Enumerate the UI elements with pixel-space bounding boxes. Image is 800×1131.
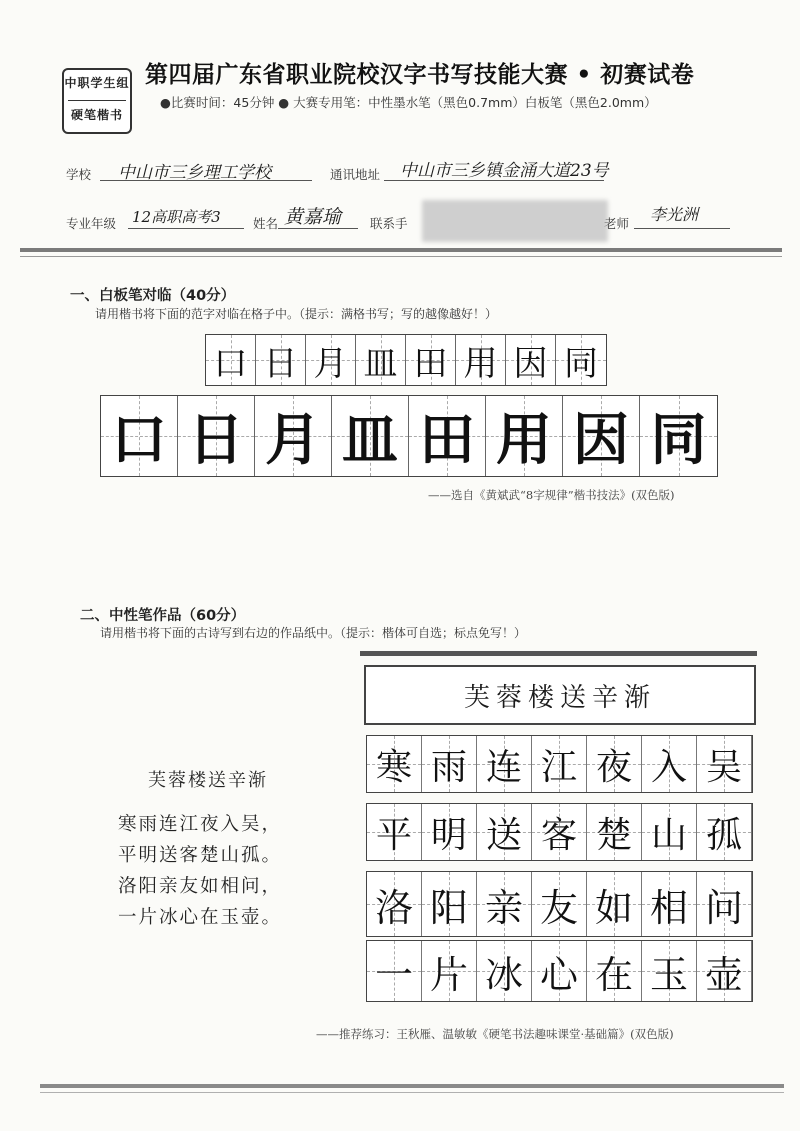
model-char: 因 [506,335,556,385]
poem-line: 寒雨连江夜入吴， [118,814,283,835]
teacher-line [634,228,730,229]
category-badge [62,68,132,134]
work-char[interactable]: 山 [642,804,697,860]
work-char[interactable]: 江 [532,736,587,792]
model-char: 月 [306,335,356,385]
work-char[interactable]: 孤 [697,804,752,860]
work-paper-top-rule [360,651,757,656]
footer-rule-thick [40,1084,784,1088]
work-char[interactable]: 一 [367,941,422,1001]
work-char[interactable]: 片 [422,941,477,1001]
address-label: 通讯地址 [330,167,381,182]
school-label: 学校 [66,167,92,182]
practice-char[interactable]: 日 [178,396,255,476]
school-value[interactable]: 中山市三乡理工学校 [118,163,271,183]
work-char[interactable]: 冰 [477,941,532,1001]
poem-line: 洛阳亲友如相问， [118,876,283,897]
work-char[interactable]: 相 [642,872,697,936]
section2-instruction: 请用楷书将下面的古诗写到右边的作品纸中。（提示：楷体可自选；标点免写！） [100,626,527,640]
exam-info-line: ●比赛时间：45分钟 ● 大赛专用笔：中性墨水笔（黑色0.7mm）白板笔（黑色2.0mm） [160,95,657,110]
work-char[interactable]: 入 [642,736,697,792]
work-char[interactable]: 洛 [367,872,422,936]
model-char: 口 [206,335,256,385]
work-char[interactable]: 客 [532,804,587,860]
work-row [366,940,753,1002]
practice-char[interactable]: 因 [563,396,640,476]
phone-label: 联系手 [370,216,408,231]
model-char: 同 [556,335,606,385]
work-char[interactable]: 如 [587,872,642,936]
teacher-value[interactable]: 李光洲 [650,205,699,224]
work-char[interactable]: 夜 [587,736,642,792]
work-char[interactable]: 吴 [697,736,752,792]
work-char[interactable]: 在 [587,941,642,1001]
work-char[interactable]: 心 [532,941,587,1001]
poem-line: 平明送客楚山孤。 [118,845,283,866]
page-title: 第四届广东省职业院校汉字书写技能大赛 • 初赛试卷 [145,62,695,88]
practice-char[interactable]: 月 [255,396,332,476]
section1-instruction: 请用楷书将下面的范字对临在格子中。（提示：满格书写；写的越像越好！） [95,307,498,321]
section1-source: ——选自《黄斌武“8字规律”楷书技法》(双色版) [428,488,675,502]
address-value[interactable]: 中山市三乡镇金涌大道23号 [400,161,609,181]
header-rule-thin [20,256,782,257]
poem-line: 一片冰心在玉壶。 [118,907,283,928]
badge-top-label: 中职学生组 [64,76,130,90]
grade-value[interactable]: 12高职高考3 [132,208,221,226]
practice-char[interactable]: 皿 [332,396,409,476]
work-char[interactable]: 玉 [642,941,697,1001]
poem-title: 芙蓉楼送辛渐 [148,770,268,791]
work-char[interactable]: 连 [477,736,532,792]
badge-divider [68,100,126,101]
model-char: 田 [406,335,456,385]
teacher-label: 老师 [604,216,630,231]
practice-char-row [100,395,718,477]
model-char: 日 [256,335,306,385]
name-value[interactable]: 黄嘉瑜 [284,206,342,228]
work-char[interactable]: 寒 [367,736,422,792]
practice-char[interactable]: 用 [486,396,563,476]
practice-char[interactable]: 同 [640,396,717,476]
badge-bottom-label: 硬笔楷书 [70,108,123,122]
work-char[interactable]: 雨 [422,736,477,792]
grade-label: 专业年级 [66,216,117,231]
work-char[interactable]: 壶 [697,941,752,1001]
practice-char[interactable]: 田 [409,396,486,476]
redacted-phone [422,200,608,242]
work-char[interactable]: 阳 [422,872,477,936]
work-char[interactable]: 亲 [477,872,532,936]
model-char-row [205,334,607,386]
model-char: 皿 [356,335,406,385]
section2-heading: 二、中性笔作品（60分） [80,608,246,624]
footer-rule-thin [40,1092,784,1093]
practice-char[interactable]: 口 [101,396,178,476]
work-row [366,803,753,861]
work-row [366,735,753,793]
name-label: 姓名 [253,216,279,231]
work-char[interactable]: 友 [532,872,587,936]
model-char: 用 [456,335,506,385]
work-char[interactable]: 明 [422,804,477,860]
work-char[interactable]: 楚 [587,804,642,860]
work-row [366,871,753,937]
header-rule-thick [20,248,782,252]
work-char[interactable]: 送 [477,804,532,860]
work-char[interactable]: 平 [367,804,422,860]
work-paper-title[interactable]: 芙蓉楼送辛渐 [364,665,756,725]
grade-line [128,228,244,229]
section1-heading: 一、白板笔对临（40分） [70,288,236,304]
section2-source: ——推荐练习：王秋雁、温敏敏《硬笔书法趣味课堂·基础篇》(双色版) [316,1027,674,1041]
work-char[interactable]: 问 [697,872,752,936]
